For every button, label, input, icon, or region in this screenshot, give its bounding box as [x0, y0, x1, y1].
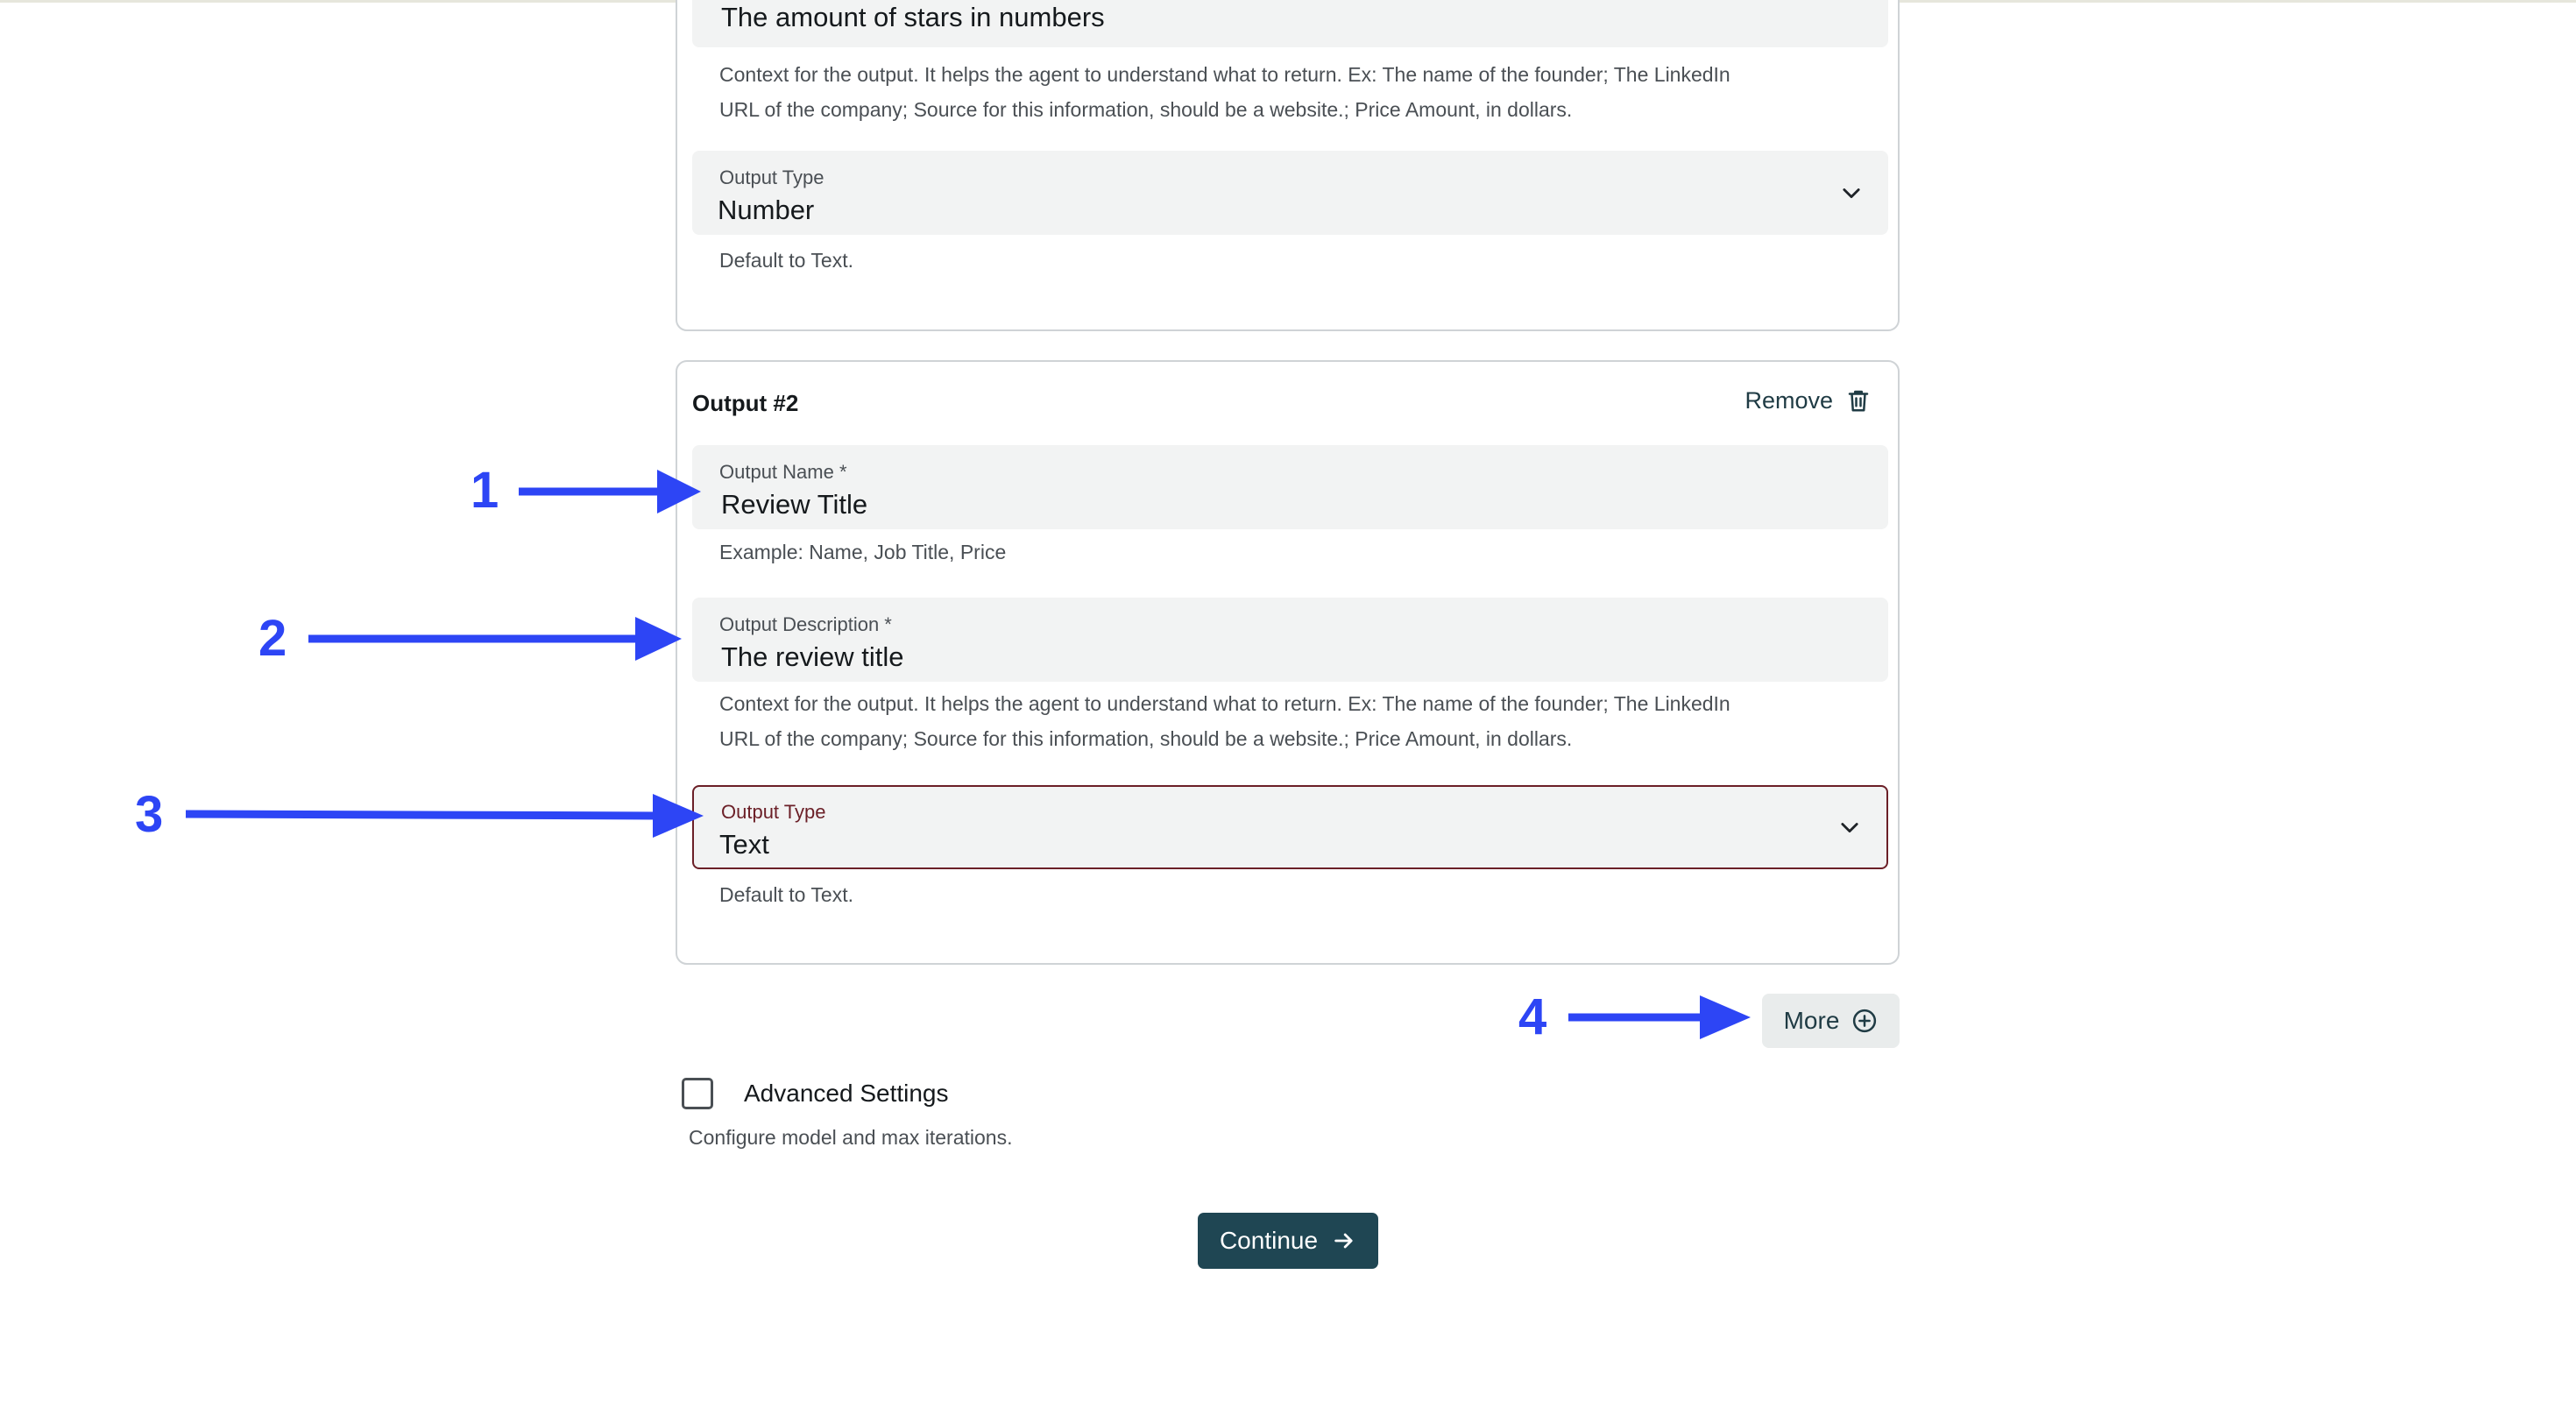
advanced-settings-help: Configure model and max iterations.	[689, 1126, 1013, 1149]
output-type-value: Text	[719, 829, 769, 860]
annotation-number-2: 2	[258, 610, 287, 667]
annotation-arrow-4	[1700, 995, 1751, 1039]
remove-label: Remove	[1744, 386, 1833, 414]
annotation-number-3: 3	[135, 786, 164, 843]
output-description-help: Context for the output. It helps the agent to understand what to return. Ex: The name of the founder; The LinkedIn URL of the company; Source for this information, should be a website.; Price Amount, in dollars.	[719, 692, 1730, 750]
output-type-value: Number	[718, 195, 815, 225]
more-label: More	[1783, 1007, 1840, 1034]
output-type-label: Output Type	[719, 166, 824, 188]
annotation-number-1: 1	[471, 462, 499, 519]
output-description-label: Output Description *	[719, 613, 892, 635]
advanced-settings-label[interactable]: Advanced Settings	[744, 1080, 949, 1107]
output-type-help: Default to Text.	[719, 883, 853, 906]
output-description-help: Context for the output. It helps the agent to understand what to return. Ex: The name of the founder; The LinkedIn URL of the company; Source for this information, should be a website.; Price Amount, in dollars.	[719, 63, 1730, 121]
annotation-number-4: 4	[1518, 988, 1547, 1045]
output-name-value[interactable]: Review Title	[721, 489, 868, 520]
output-name-label: Output Name *	[719, 461, 847, 483]
annotation-arrow-3	[653, 794, 704, 838]
output-name-help: Example: Name, Job Title, Price	[719, 541, 1007, 563]
output-name-value[interactable]: The amount of stars in numbers	[721, 2, 1105, 32]
output-card-title: Output #2	[692, 390, 799, 416]
annotation-arrow-1	[657, 470, 701, 513]
output-type-label: Output Type	[721, 801, 826, 823]
annotation-arrow-2	[635, 617, 682, 661]
continue-label: Continue	[1219, 1227, 1319, 1254]
output-type-help: Default to Text.	[719, 249, 853, 272]
output-description-value[interactable]: The review title	[721, 641, 904, 672]
